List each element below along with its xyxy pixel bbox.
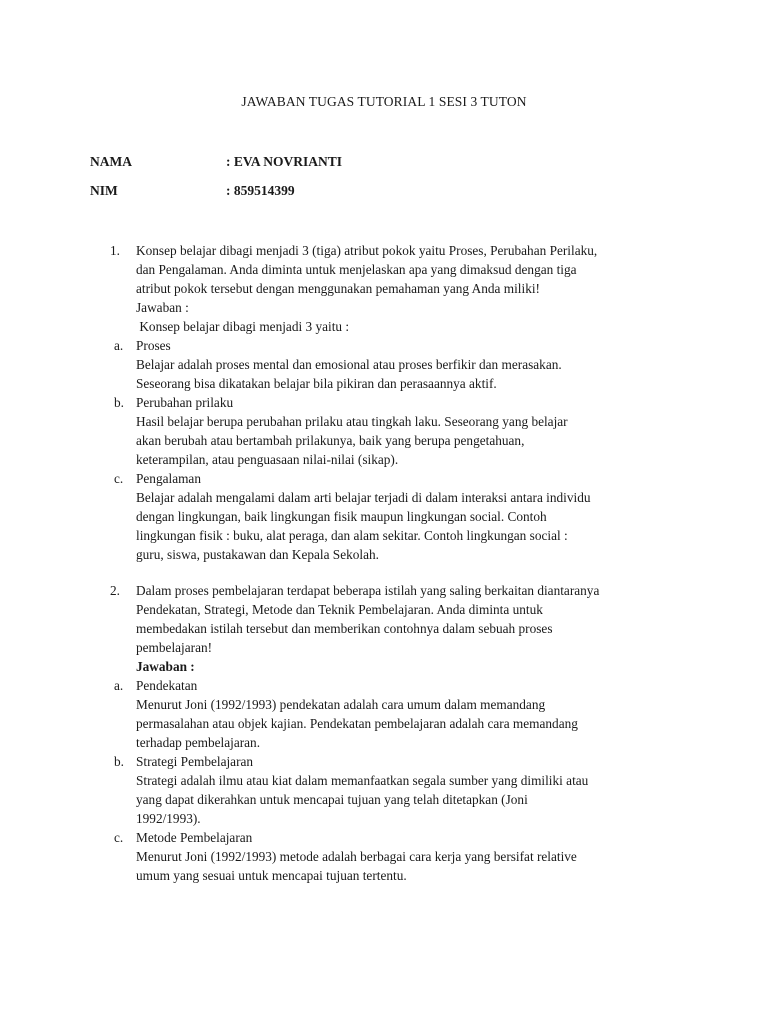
item-line: permasalahan atau objek kajian. Pendekatan pembelajaran adalah cara memandang xyxy=(136,716,578,731)
prompt-line: Konsep belajar dibagi menjadi 3 (tiga) atribut pokok yaitu Proses, Perubahan Perilaku, xyxy=(136,243,598,258)
question-2 xyxy=(110,581,690,885)
item-line: 1992/1993). xyxy=(136,811,201,826)
item-letter: a. xyxy=(114,678,124,693)
item-line: Seseorang bisa dikatakan belajar bila pikiran dan perasaannya aktif. xyxy=(136,376,497,391)
question-number: 2. xyxy=(110,583,120,598)
nim-value: : 859514399 xyxy=(226,183,295,198)
name-label: NAMA xyxy=(90,154,132,169)
item-line: umum yang sesuai untuk mencapai tujuan tertentu. xyxy=(136,868,407,883)
item-letter: c. xyxy=(114,471,124,486)
item-line: Strategi adalah ilmu atau kiat dalam memanfaatkan segala sumber yang dimiliki atau xyxy=(136,773,589,788)
answer-item xyxy=(114,676,690,752)
prompt-line: Dalam proses pembelajaran terdapat beberapa istilah yang saling berkaitan diantaranya xyxy=(136,583,600,598)
item-letter: b. xyxy=(114,395,124,410)
item-heading: Perubahan prilaku xyxy=(136,395,234,410)
item-line: Menurut Joni (1992/1993) metode adalah berbagai cara kerja yang bersifat relative xyxy=(136,849,577,864)
name-value: : EVA NOVRIANTI xyxy=(226,154,343,169)
item-line: dengan lingkungan, baik lingkungan fisik maupun lingkungan social. Contoh xyxy=(136,509,547,524)
item-line: Hasil belajar berupa perubahan prilaku atau tingkah laku. Seseorang yang belajar xyxy=(136,414,568,429)
question-number: 1. xyxy=(110,243,120,258)
item-letter: a. xyxy=(114,338,124,353)
item-heading: Metode Pembelajaran xyxy=(136,830,253,845)
answer-item xyxy=(114,828,690,885)
item-line: akan berubah atau bertambah prilakunya, baik yang berupa pengetahuan, xyxy=(136,433,525,448)
document-title: JAWABAN TUGAS TUTORIAL 1 SESI 3 TUTON xyxy=(241,94,527,109)
answer-item xyxy=(114,469,690,564)
item-line: Belajar adalah proses mental dan emosional atau proses berfikir dan merasakan. xyxy=(136,357,562,372)
answer-item xyxy=(114,393,690,469)
item-line: keterampilan, atau penguasaan nilai-nilai (sikap). xyxy=(136,452,399,467)
prompt-line: dan Pengalaman. Anda diminta untuk menjelaskan apa yang dimaksud dengan tiga xyxy=(136,262,577,277)
item-line: guru, siswa, pustakawan dan Kepala Sekolah. xyxy=(136,547,379,562)
nim-row xyxy=(90,181,295,201)
item-line: yang dapat dikerahkan untuk mencapai tujuan yang telah ditetapkan (Joni xyxy=(136,792,528,807)
item-letter: b. xyxy=(114,754,124,769)
answer-item xyxy=(114,752,690,828)
answer-label: Jawaban : xyxy=(136,659,195,674)
item-letter: c. xyxy=(114,830,124,845)
item-line: lingkungan fisik : buku, alat peraga, dan alam sekitar. Contoh lingkungan social : xyxy=(136,528,568,543)
prompt-line: Pendekatan, Strategi, Metode dan Teknik Pembelajaran. Anda diminta untuk xyxy=(136,602,543,617)
answer-intro: Konsep belajar dibagi menjadi 3 yaitu : xyxy=(136,319,350,334)
item-heading: Strategi Pembelajaran xyxy=(136,754,254,769)
item-heading: Pendekatan xyxy=(136,678,198,693)
name-row xyxy=(90,152,342,172)
item-heading: Proses xyxy=(136,338,171,353)
item-line: Belajar adalah mengalami dalam arti belajar terjadi di dalam interaksi antara individu xyxy=(136,490,591,505)
prompt-line: atribut pokok tersebut dengan menggunakan pemahaman yang Anda miliki! xyxy=(136,281,540,296)
prompt-line: pembelajaran! xyxy=(136,640,213,655)
prompt-line: membedakan istilah tersebut dan memberikan contohnya dalam sebuah proses xyxy=(136,621,553,636)
answer-label: Jawaban : xyxy=(136,300,189,315)
item-heading: Pengalaman xyxy=(136,471,201,486)
item-line: terhadap pembelajaran. xyxy=(136,735,261,750)
answer-item xyxy=(114,336,690,393)
nim-label: NIM xyxy=(90,183,118,198)
question-1 xyxy=(110,241,690,564)
item-line: Menurut Joni (1992/1993) pendekatan adalah cara umum dalam memandang xyxy=(136,697,546,712)
